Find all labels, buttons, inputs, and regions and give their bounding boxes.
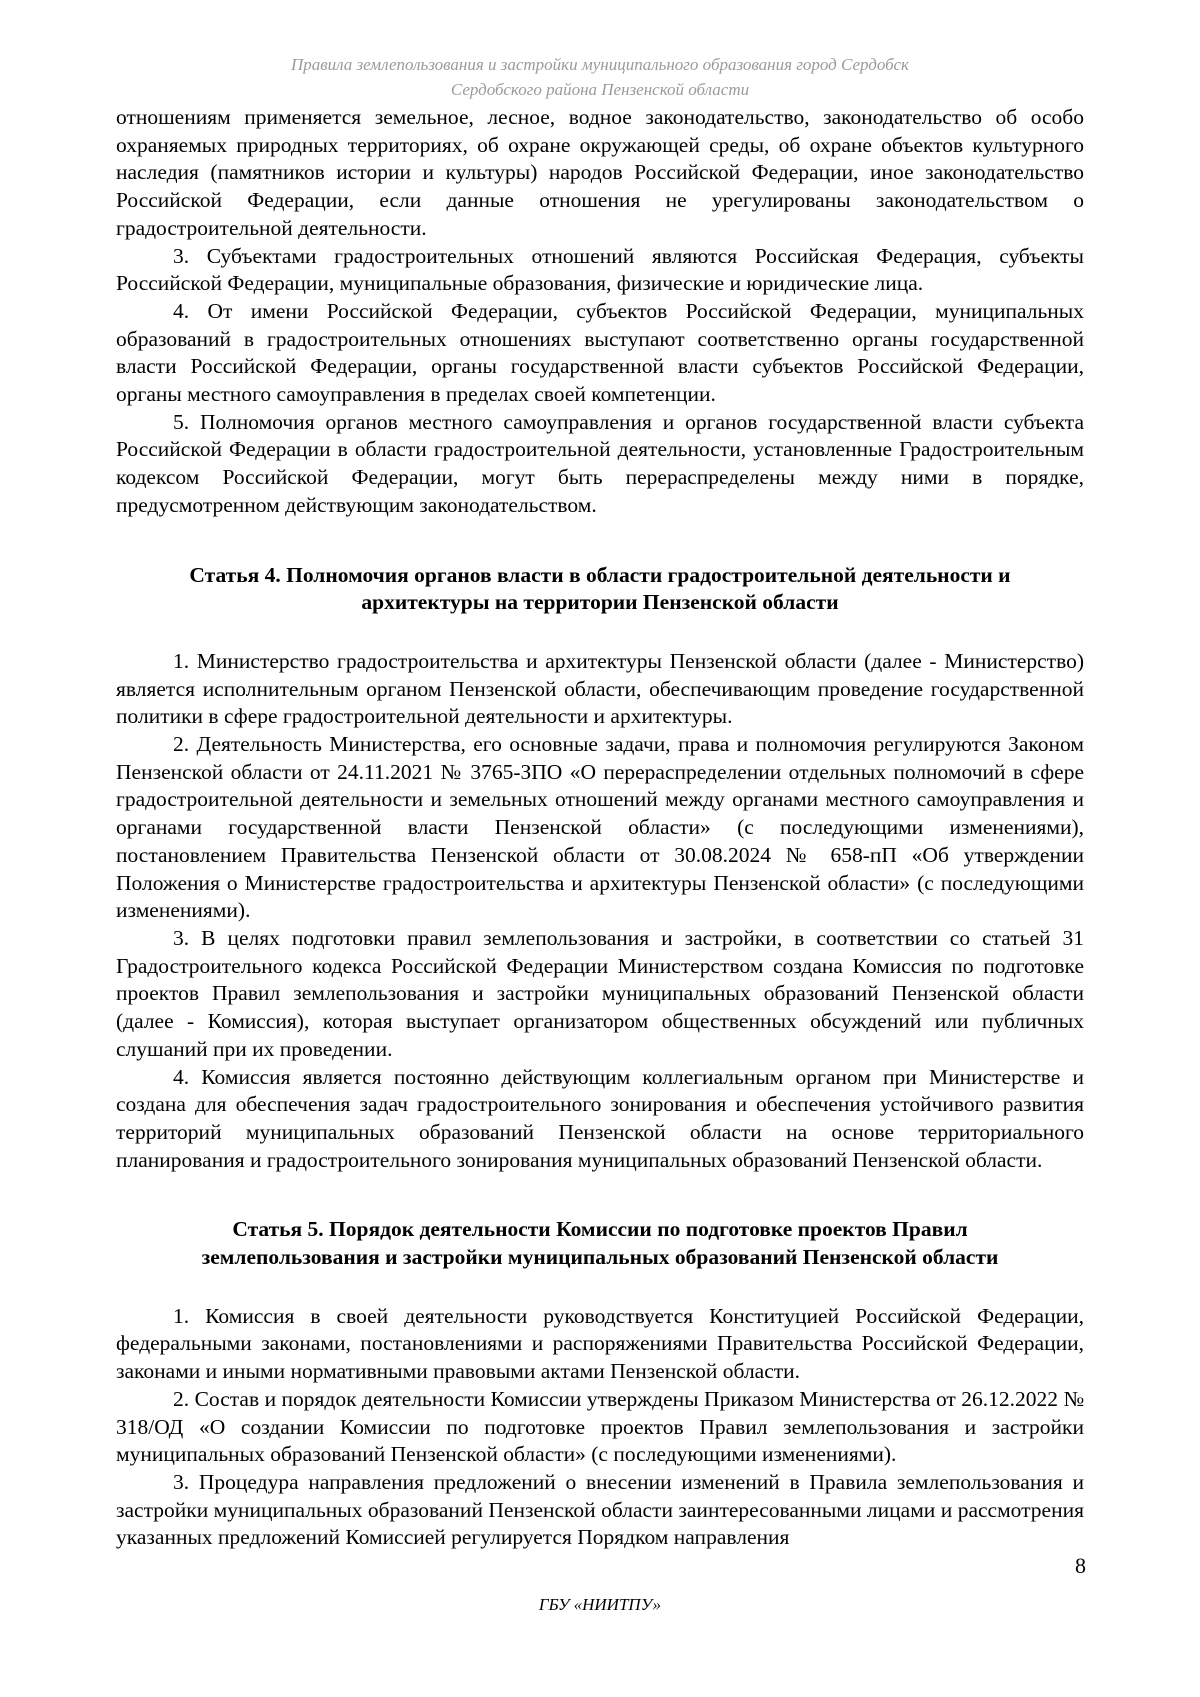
running-header-line-1: Правила землепользования и застройки муниципального образования город Сердобск: [290, 55, 909, 74]
page-number: 8: [1075, 1553, 1086, 1578]
paragraph: 4. Комиссия является постоянно действующим коллегиальным органом при Министерстве и создана для обеспечения задач градостроительного зонирования и обеспечения устойчивого развития территорий муниципальных образований Пензенской области на основе территориального планирования и градостроительного зонирования муниципальных образований Пензенской области.: [116, 1064, 1084, 1172]
running-header: [160, 52, 1040, 102]
article-5-heading: Статья 5. Порядок деятельности Комиссии по подготовке проектов Правил землепользования и застройки муниципальных образований Пензенской области: [201, 1217, 999, 1270]
article-4-heading: Статья 4. Полномочия органов власти в области градостроительной деятельности и архитектуры на территории Пензенской области: [189, 562, 1011, 615]
paragraph: 1. Министерство градостроительства и архитектуры Пензенской области (далее - Министерство) является исполнительным органом Пензенской области, обеспечивающим проведение государственной политики в сфере градостроительной деятельности и архитектуры.: [116, 648, 1084, 729]
paragraph: 2. Состав и порядок деятельности Комиссии утверждены Приказом Министерства от 26.12.2022 № 318/ОД «О создании Комиссии по подготовке проектов Правил землепользования и застройки муниципальных образований Пензенской области» (с последующими изменениями).: [116, 1386, 1084, 1467]
paragraph: 3. Процедура направления предложений о внесении изменений в Правила землепользования и застройки муниципальных образований Пензенской области заинтересованными лицами и рассмотрения указанных предложений Комиссией регулируется Порядком направления: [116, 1469, 1084, 1550]
paragraph: 1. Комиссия в своей деятельности руководствуется Конституцией Российской Федерации, федеральными законами, постановлениями и распоряжениями Правительства Российской Федерации, законами и иными нормативными правовыми актами Пензенской области.: [116, 1303, 1084, 1384]
paragraph: 5. Полномочия органов местного самоуправления и органов государственной власти субъекта Российской Федерации в области градостроительной деятельности, установленные Градостроительным кодексом Российской Федерации, могут быть перераспределены между ними в порядке, предусмотренном действующим законодательством.: [116, 409, 1084, 517]
spacer: [116, 520, 1084, 562]
spacer: [116, 1272, 1084, 1303]
paragraph-continuation: отношениям применяется земельное, лесное, водное законодательство, законодательство об особо охраняемых природных территориях, об охране окружающей среды, об охране объектов культурного наследия (памятников истории и культуры) народов Российской Федерации, иное законодательство Российской Федерации, если данные отношения не урегулированы законодательством о градостроительной деятельности.: [116, 105, 1084, 240]
paragraph: 2. Деятельность Министерства, его основные задачи, права и полномочия регулируются Законом Пензенской области от 24.11.2021 № 3765-ЗПО «О перераспределении отдельных полномочий в сфере градостроительной деятельности и земельных отношений между органами местного самоуправления и органами государственной власти Пензенской области» (с последующими изменениями), постановлением Правительства Пензенской области от 30.08.2024 № 658-пП «Об утверждении Положения о Министерстве градостроительства и архитектуры Пензенской области» (с последующими изменениями).: [116, 732, 1084, 923]
spacer: [116, 1174, 1084, 1216]
body-text: [116, 104, 1084, 1552]
paragraph: 3. Субъектами градостроительных отношений являются Российская Федерация, субъекты Российской Федерации, муниципальные образования, физические и юридические лица.: [116, 243, 1084, 296]
paragraph: 4. От имени Российской Федерации, субъектов Российской Федерации, муниципальных образований в градостроительных отношениях выступают соответственно органы государственной власти Российской Федерации, органы государственной власти субъектов Российской Федерации, органы местного самоуправления в пределах своей компетенции.: [116, 298, 1084, 407]
paragraph: 3. В целях подготовки правил землепользования и застройки, в соответствии со статьей 31 Градостроительного кодекса Российской Федерации Министерством создана Комиссия по подготовке проектов Правил землепользования и застройки муниципальных образований Пензенской области (далее - Комиссия), которая выступает организатором общественных обсуждений или публичных слушаний при их проведении.: [116, 925, 1084, 1061]
running-header-line-2: Сердобского района Пензенской области: [450, 80, 750, 99]
running-footer: ГБУ «НИИТПУ»: [538, 1595, 662, 1614]
spacer: [116, 617, 1084, 648]
